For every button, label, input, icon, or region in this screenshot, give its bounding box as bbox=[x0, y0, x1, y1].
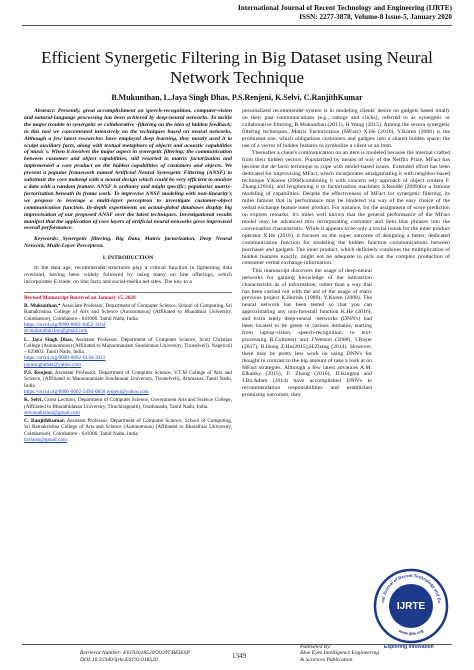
email-link[interactable]: jayasinghdhas@yahoo.com bbox=[24, 361, 82, 368]
orcid-link[interactable]: https://orcid.org/0000-0002-5494-0650 bbox=[24, 388, 106, 395]
footer-left bbox=[80, 650, 190, 664]
author-bio bbox=[24, 418, 232, 443]
header-rule bbox=[22, 25, 452, 26]
journal-issn: ISSN: 2277-3878, Volume-8 Issue-5, January 2020 bbox=[299, 13, 452, 21]
section-heading-introduction: I. INTRODUCTION bbox=[102, 255, 154, 262]
author-bio bbox=[24, 303, 232, 334]
publisher-name: Blue Eyes Intelligence Engineering bbox=[300, 650, 380, 657]
author-bio bbox=[24, 337, 232, 368]
seal-ring-top: nal Journal of Recent Technology and En bbox=[380, 572, 443, 604]
body-paragraph: Thereafter a client's communication on an item is modeled because the internal crafted from their hidden vectors. Popularized by means of way of the Netflix Prize, MFact has become the de-facto technique to cope with model-based issues. Extended effort has been dedicated for improvising MFact, which incorporates amalgamating it with neighbor-based technique Y.Koren (2008)combining it with concern rely approach of object content F. Zhang.(2016), and lengthening it to factorization machines S.Rendle (2009)for a famous modeling of capabilities. Despite the effectiveness of MFact for synergetic filtering, its miles famous that its performance may be hindered via way of the easy choice of the verbal exchange feature inner product. For instance, for the assignment of score prediction on express remarks, it's miles well known that the general performance of the MFact model may be advanced thru incorporating customer and item bias phrases into the conversation characteristic. While it appears to be only a trivial tweak for the inner product operator X.He (2016), it focuses on the super outcome of designing a better, dedicated communication function for modeling the hidden function communications between purchaser and gadgets. The inner product, which definitely combines the multiplication of hidden features exactly, might not be adequate to pick out the complex production of consumer verbal exchange information. bbox=[242, 149, 450, 267]
author-bio bbox=[24, 397, 232, 416]
author-bio-text: Assistant Professor, Department of Computer Science, V.T.M College of Arts and Science, (Affiliated to Manonmaniam Sundaranar University, Tirunelveli), Arumanai, Tamil Nadu, India. bbox=[24, 370, 232, 389]
right-column bbox=[242, 108, 450, 400]
author-bio-text: Guest Lecturer, Department of Computer Science, Government Arts and Science College, (Affiliated to Bharathidasan University, Tiruchirappalli), Orathanadu, Tamil Nadu, India. bbox=[24, 397, 233, 410]
retrieval-number: Retrieval Number: E6193018520/2020©BEIESP bbox=[80, 650, 190, 657]
body-paragraph: This manuscript discovers the usage of deep-neural networks for gaining knowledge of the interaction characteristic as of information, rather than a way that has been carried out with the aid of the usage of many previous project K.Hornik (1989), Y.Koren (2008). The neural network has been tested so that you can approximating any non-forestall function K.He (2016), and extra lately deep-neural -networks (DNN's) had been located to be green in various domains, starting from laptop-vision, speech-recognition, to text-processing R.Collobert and J.Weston (2008), I.Bayer (2017), R.Hong Z.Hu(2015),H.Zhang (2014). However, there may be pretty less work on using DNN's for thought in contrast to the big amount of take a look at on MFact strategies. Although a few latest advances A.M. Elkahky (2015), F. Zhang (2016), D.Kingma and J.Ba.Adam (2014) have accomplished DNN's to recommendation responsibilities and established promising outcomes, they bbox=[242, 267, 372, 399]
author-bio-name: C. RanjithKumar, bbox=[24, 418, 65, 425]
email-link[interactable]: dr.mukunthan.bm@gmail.com bbox=[24, 328, 88, 335]
journal-name: International Journal of Recent Technology and Engineering (IJRTE) bbox=[238, 4, 452, 12]
revised-date: Revised Manuscript Received on January 15, 2020 bbox=[24, 294, 136, 301]
email-link[interactable]: selvimakizhni@gmail.com bbox=[24, 409, 80, 416]
journal-seal-icon bbox=[372, 566, 450, 646]
author-bio bbox=[24, 370, 232, 395]
footer-rule bbox=[22, 644, 452, 645]
email-link[interactable]: ttcrsnsn@gmail.com bbox=[24, 436, 67, 443]
intro-paragraph: In the data age, recommender-structures play a critical function in lightening data overload, having been widely followed by using many on line offerings, which incorporates E-trade, on line facts and social-media net sites. The key to a bbox=[24, 265, 232, 285]
author-info-block bbox=[24, 292, 232, 444]
author-bio-name: B. Mukunthan,* bbox=[24, 303, 61, 310]
orcid-link[interactable]: https://orcid.org/0000-0001-8452-3164 bbox=[24, 321, 106, 328]
author-bio-text: Assistant Professor, Department of Computer Science, School of Computing, Sri Ramakrishna College of Arts and Science (Autonomous) (Affiliated to Bharathiar University, Coimbatore), Coimbatore - 641006. Tamil Nadu, India. bbox=[24, 418, 232, 437]
body-paragraph: personalized recommender-system is in modeling clients' desire on gadgets based totally on their past communications (e.g., ratings and clicks), referred to as synergetic or collaborative filtering, B.Mukunthan (2011), H.Wang (2015). Among the severa synergetic filtering techniques, Matrix Factorization (MFact) X.He (2016), Y.Koren (2008) is the prominent one, which obligations customers and gadgets into a shared hidden space; the use of a vector of hidden features to symbolize a client or an item. bbox=[242, 108, 450, 149]
paper-title: Efficient Synergetic Filtering in Big Dataset using Neural Network Technique bbox=[41, 48, 433, 87]
orcid-link[interactable]: https://orcid.org/0000-0002-0136-3941 bbox=[24, 355, 106, 362]
author-bio-text: Assistant Professor, Department of Computer Science, Scott Christian College (Autonomous) (Affiliated to Manonmaniam Sundaranar University, Tirunelveli), Nagercoil – 629003. Tamil Nadu, India. bbox=[24, 336, 232, 356]
doi[interactable]: DOI:10.35940/ijrte.E6193.018520 bbox=[80, 657, 158, 664]
publisher-name-2: & Sciences Publication bbox=[300, 657, 353, 664]
keywords: Keywords: Synergetic filtering, Big Data, Matrix factorization, Deep Neural Network, Multi-Layer Perceptron. bbox=[24, 236, 232, 250]
seal-label: Exploring Innovation bbox=[384, 644, 434, 650]
abstract: Abstract: Presently, great accomplishment on speech-recognition, computer-vision and natural-language processing has been achieved by deep-neural networks. To tackle the major trouble in synergetic or collaborative -filtering on the idea of hidden feedback; in this tool we concentrated intensively on the techniques based on neural networks. Although a few latest researches have employed deep learning, they mostly used it to sculpt auxiliary facts, along with textual metaphors of objects and acoustic capabilities of music's. When it involves the major aspect in synergetic filtering; the communication between customer and object capabilities, still resorted to matrix factorization and implemented a core product on the hidden capabilities of customers and objects. We present a popular framework named Artificial Neural Synergetic Filtering (ANSF) to substitute the core makeup with a neural design which could be very efficient to analyze a data with a random feature. ANSF is ordinary and might specific; popularize matrix-factorization beneath its frame work. To improvise ANSF modeling with non-linearity's we propose to leverage a multi-layer perceptron to investigate customer-object communication function. In-depth experiments on actual-global databases display big improvisation of our proposed ANSF over the latest techniques. Investigational results manifest that the application of core layers of artificial neural networks gives improvised overall performance. bbox=[24, 108, 232, 232]
seal-ring-bottom: www.ijrte.org bbox=[397, 628, 425, 637]
author-bio-name: K. Selvi, bbox=[24, 397, 43, 404]
left-column bbox=[24, 108, 232, 445]
page-number: 1349 bbox=[232, 652, 246, 660]
author-bio-name: L. Jaya Singh Dhas, bbox=[24, 336, 73, 343]
published-by: Published By: bbox=[300, 643, 332, 650]
author-bio-name: P.S. Renjeni, bbox=[24, 370, 53, 377]
author-bio-text: Associate Professor, Department of Computer Science, School of Computing, Sri Ramakrishna College of Arts and Science (Autonomous) (Affiliated to Bharathiar University, Coimbatore), Coimbatore - 641006. Tamil Nadu, India. bbox=[24, 303, 232, 322]
seal-center: IJRTE bbox=[396, 601, 426, 612]
email-link[interactable]: renjeni@yahoo.com bbox=[106, 388, 149, 395]
footer-right bbox=[300, 644, 379, 664]
author-list: B.Mukunthan, L.Jaya Singh Dhas, P.S.Renjeni, K.Selvi, C.RanjithKumar bbox=[111, 93, 363, 102]
